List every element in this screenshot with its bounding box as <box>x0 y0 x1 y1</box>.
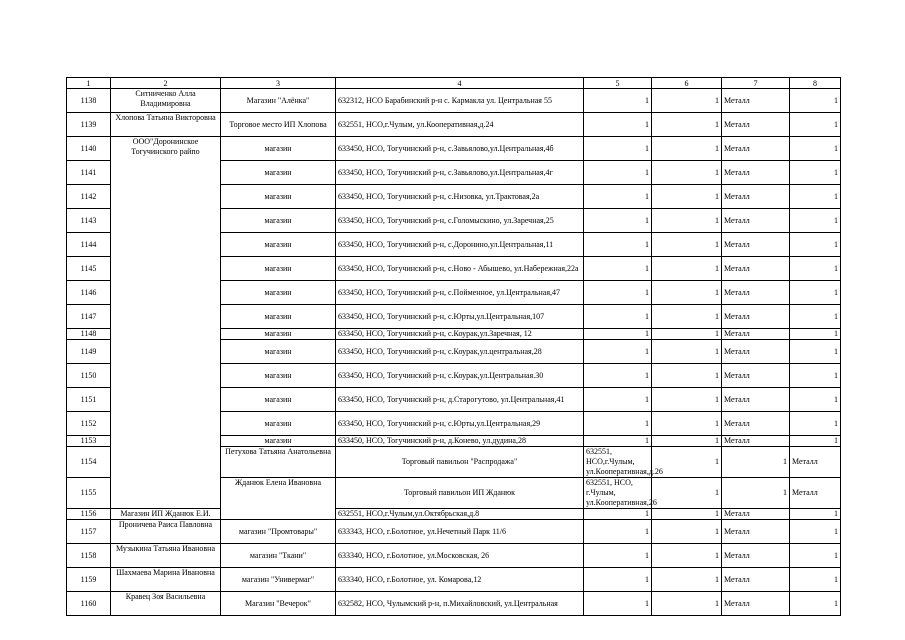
address: 633340, НСО, г.Болотное, ул.Московская, 26 <box>336 544 584 568</box>
object-name: магазин <box>221 388 336 412</box>
quantity-c: 1 <box>790 364 841 388</box>
address: 633450, НСО, Тогучинский р-н, с.Низовка, ул.Трактовая,2а <box>336 185 584 209</box>
material: Металл <box>722 329 790 340</box>
row-number: 1140 <box>67 137 111 161</box>
quantity-b: 1 <box>652 412 722 436</box>
material: Металл <box>722 257 790 281</box>
address: 632312, НСО Барабинский р-н с. Кармакла ул. Центральная 55 <box>336 89 584 113</box>
quantity-b: 1 <box>722 478 790 509</box>
material: Металл <box>722 364 790 388</box>
table-row <box>67 520 841 544</box>
quantity-c: 1 <box>790 329 841 340</box>
address: 633450, НСО, Тогучинский р-н, с.Коурак,ул.Центральная.30 <box>336 364 584 388</box>
table-body <box>67 89 841 616</box>
material: Металл <box>722 592 790 616</box>
quantity-b: 1 <box>652 592 722 616</box>
quantity-b: 1 <box>652 436 722 447</box>
object-name: магазин <box>221 436 336 447</box>
address: 633450, НСО, Тогучинский р-н, с.Коурак,ул.центральная,28 <box>336 340 584 364</box>
row-number: 1158 <box>67 544 111 568</box>
material: Металл <box>790 478 841 509</box>
quantity-a: 1 <box>652 478 722 509</box>
quantity-b: 1 <box>652 329 722 340</box>
object-name: Торговое место ИП Хлопова <box>221 113 336 137</box>
owner-name: ООО"Доронинское Тогучинского райпо <box>111 137 221 509</box>
object-name: Магазин "Алёнка" <box>221 89 336 113</box>
address: 633450, НСО, Тогучинский р-н, д.Конево, ул.дудина,28 <box>336 436 584 447</box>
row-number: 1157 <box>67 520 111 544</box>
owner-name: Жданюк Елена Ивановна <box>221 478 336 520</box>
row-number: 1144 <box>67 233 111 257</box>
address: 633450, НСО, Тогучинский р-н, с.Юрты,ул.Центральная,107 <box>336 305 584 329</box>
quantity-b: 1 <box>652 233 722 257</box>
quantity-b: 1 <box>652 388 722 412</box>
address: 633340, НСО, г.Болотное, ул. Комарова,12 <box>336 568 584 592</box>
quantity-a: 1 <box>584 568 652 592</box>
quantity-b: 1 <box>652 305 722 329</box>
material: Металл <box>722 340 790 364</box>
col-header: 8 <box>790 78 841 89</box>
owner-name: Проничева Раиса Павловна <box>111 520 221 544</box>
row-number: 1153 <box>67 436 111 447</box>
row-number: 1149 <box>67 340 111 364</box>
object-name: Торговый павильон "Распродажа" <box>336 447 584 478</box>
quantity-a: 1 <box>584 233 652 257</box>
object-name: магазин <box>221 233 336 257</box>
row-number: 1160 <box>67 592 111 616</box>
address: 633450, НСО, Тогучинский р-н, с.Доронино,ул.Центральная,11 <box>336 233 584 257</box>
table-row <box>67 113 841 137</box>
table-row <box>67 544 841 568</box>
quantity-b: 1 <box>722 447 790 478</box>
quantity-c: 1 <box>790 340 841 364</box>
row-number: 1141 <box>67 161 111 185</box>
address: 633450, НСО, Тогучинский р-н, с.Завьялово,ул.Центральная,4б <box>336 137 584 161</box>
table-row <box>67 509 841 520</box>
quantity-a: 1 <box>584 340 652 364</box>
quantity-b: 1 <box>652 257 722 281</box>
address: 633450, НСО, Тогучинский р-н, с.Ново - Абышево, ул.Набережная,22а <box>336 257 584 281</box>
quantity-a: 1 <box>584 209 652 233</box>
material: Металл <box>722 233 790 257</box>
quantity-a: 1 <box>584 329 652 340</box>
quantity-c: 1 <box>790 412 841 436</box>
quantity-a: 1 <box>584 364 652 388</box>
row-number: 1159 <box>67 568 111 592</box>
address: 632551, НСО, г.Чулым, ул.Кооперативная,26 <box>584 478 652 509</box>
object-name: магазин <box>221 281 336 305</box>
quantity-c: 1 <box>790 233 841 257</box>
material: Металл <box>722 509 790 520</box>
address: 633450, НСО, Тогучинский р-н, с.Завьялово,ул.Центральная,4г <box>336 161 584 185</box>
col-header: 4 <box>336 78 584 89</box>
quantity-a: 1 <box>584 281 652 305</box>
object-name: магазин <box>221 161 336 185</box>
quantity-a: 1 <box>584 520 652 544</box>
quantity-b: 1 <box>652 544 722 568</box>
quantity-a: 1 <box>584 592 652 616</box>
owner-name: Музыкина Татьяна Ивановна <box>111 544 221 568</box>
quantity-a: 1 <box>652 447 722 478</box>
material: Металл <box>790 447 841 478</box>
object-name: магазин <box>221 185 336 209</box>
quantity-a: 1 <box>584 89 652 113</box>
address: 633450, НСО, Тогучинский р-н, с.Коурак,ул.Заречная, 12 <box>336 329 584 340</box>
quantity-a: 1 <box>584 509 652 520</box>
column-number-row <box>67 78 841 89</box>
object-name: магазин <box>221 329 336 340</box>
quantity-c: 1 <box>790 161 841 185</box>
quantity-c: 1 <box>790 89 841 113</box>
quantity-c: 1 <box>790 113 841 137</box>
material: Металл <box>722 544 790 568</box>
quantity-c: 1 <box>790 509 841 520</box>
row-number: 1147 <box>67 305 111 329</box>
col-header: 2 <box>111 78 221 89</box>
quantity-a: 1 <box>584 137 652 161</box>
col-header: 1 <box>67 78 111 89</box>
quantity-a: 1 <box>584 544 652 568</box>
registry-table <box>66 77 841 616</box>
quantity-c: 1 <box>790 257 841 281</box>
material: Металл <box>722 281 790 305</box>
quantity-c: 1 <box>790 137 841 161</box>
object-name: магазин "Универмаг" <box>221 568 336 592</box>
object-name: магазин "Ткани" <box>221 544 336 568</box>
quantity-a: 1 <box>584 412 652 436</box>
owner-name: Хлопова Татьяна Викторовна <box>111 113 221 137</box>
quantity-b: 1 <box>652 509 722 520</box>
quantity-c: 1 <box>790 281 841 305</box>
quantity-c: 1 <box>790 436 841 447</box>
address: 632551, НСО,г.Чулым,ул.Октябрьская,д.8 <box>336 509 584 520</box>
row-number: 1152 <box>67 412 111 436</box>
quantity-c: 1 <box>790 209 841 233</box>
object-name: магазин <box>221 137 336 161</box>
table-row <box>67 592 841 616</box>
row-number: 1155 <box>67 478 111 509</box>
owner-name: Кравец Зоя Васильевна <box>111 592 221 616</box>
quantity-c: 1 <box>790 388 841 412</box>
row-number: 1148 <box>67 329 111 340</box>
address: 632551, НСО,г.Чулым, ул.Кооперативная,д.24 <box>336 113 584 137</box>
quantity-a: 1 <box>584 305 652 329</box>
quantity-a: 1 <box>584 257 652 281</box>
quantity-b: 1 <box>652 568 722 592</box>
quantity-b: 1 <box>652 340 722 364</box>
material: Металл <box>722 412 790 436</box>
quantity-b: 1 <box>652 520 722 544</box>
address: 633450, НСО, Тогучинский р-н, с.Юрты,ул.Центральная,29 <box>336 412 584 436</box>
row-number: 1142 <box>67 185 111 209</box>
owner-name: Петухова Татьяна Анатольевна <box>221 447 336 478</box>
table-row <box>67 568 841 592</box>
table-row <box>67 89 841 113</box>
row-number: 1139 <box>67 113 111 137</box>
address: 633450, НСО, Тогучинский р-н, с.Голомыскино, ул.Заречная,25 <box>336 209 584 233</box>
object-name: магазин <box>221 340 336 364</box>
row-number: 1143 <box>67 209 111 233</box>
material: Металл <box>722 209 790 233</box>
object-name: Магазин ИП Жданюк Е.И. <box>111 509 221 520</box>
object-name: магазин <box>221 305 336 329</box>
material: Металл <box>722 568 790 592</box>
col-header: 3 <box>221 78 336 89</box>
quantity-a: 1 <box>584 185 652 209</box>
owner-name: Ситниченко Алла Владимировна <box>111 89 221 113</box>
material: Металл <box>722 388 790 412</box>
quantity-a: 1 <box>584 161 652 185</box>
material: Металл <box>722 137 790 161</box>
material: Металл <box>722 436 790 447</box>
object-name: магазин <box>221 412 336 436</box>
row-number: 1150 <box>67 364 111 388</box>
quantity-a: 1 <box>584 388 652 412</box>
address: 633343, НСО, г.Болотное, ул.Нечетный Парк 11/6 <box>336 520 584 544</box>
material: Металл <box>722 89 790 113</box>
material: Металл <box>722 185 790 209</box>
quantity-a: 1 <box>584 113 652 137</box>
quantity-c: 1 <box>790 592 841 616</box>
col-header: 6 <box>652 78 722 89</box>
material: Металл <box>722 305 790 329</box>
row-number: 1156 <box>67 509 111 520</box>
quantity-b: 1 <box>652 281 722 305</box>
address: 632551, НСО,г.Чулым, ул.Кооперативная,д.26 <box>584 447 652 478</box>
quantity-c: 1 <box>790 568 841 592</box>
owner-name: Шахмаева Марина Ивановна <box>111 568 221 592</box>
quantity-b: 1 <box>652 209 722 233</box>
object-name: Магазин "Вечерок" <box>221 592 336 616</box>
row-number: 1154 <box>67 447 111 478</box>
quantity-b: 1 <box>652 137 722 161</box>
address: 633450, НСО, Тогучинский р-н, д.Старогутово, ул.Центральная,41 <box>336 388 584 412</box>
row-number: 1151 <box>67 388 111 412</box>
quantity-c: 1 <box>790 544 841 568</box>
address: 633450, НСО, Тогучинский р-н, с.Пойменное, ул.Центральная,47 <box>336 281 584 305</box>
table-row <box>67 137 841 161</box>
row-number: 1146 <box>67 281 111 305</box>
quantity-a: 1 <box>584 436 652 447</box>
quantity-c: 1 <box>790 305 841 329</box>
col-header: 5 <box>584 78 652 89</box>
row-number: 1145 <box>67 257 111 281</box>
col-header: 7 <box>722 78 790 89</box>
quantity-b: 1 <box>652 161 722 185</box>
object-name: магазин <box>221 364 336 388</box>
quantity-b: 1 <box>652 185 722 209</box>
quantity-b: 1 <box>652 89 722 113</box>
material: Металл <box>722 520 790 544</box>
object-name: Торговый павильон ИП Жданюк <box>336 478 584 509</box>
quantity-b: 1 <box>652 364 722 388</box>
material: Металл <box>722 161 790 185</box>
object-name: магазин "Промтовары" <box>221 520 336 544</box>
row-number: 1138 <box>67 89 111 113</box>
object-name: магазин <box>221 209 336 233</box>
material: Металл <box>722 113 790 137</box>
object-name: магазин <box>221 257 336 281</box>
address: 632582, НСО, Чулымский р-н, п.Михайловский, ул.Центральная <box>336 592 584 616</box>
quantity-c: 1 <box>790 520 841 544</box>
quantity-b: 1 <box>652 113 722 137</box>
quantity-c: 1 <box>790 185 841 209</box>
